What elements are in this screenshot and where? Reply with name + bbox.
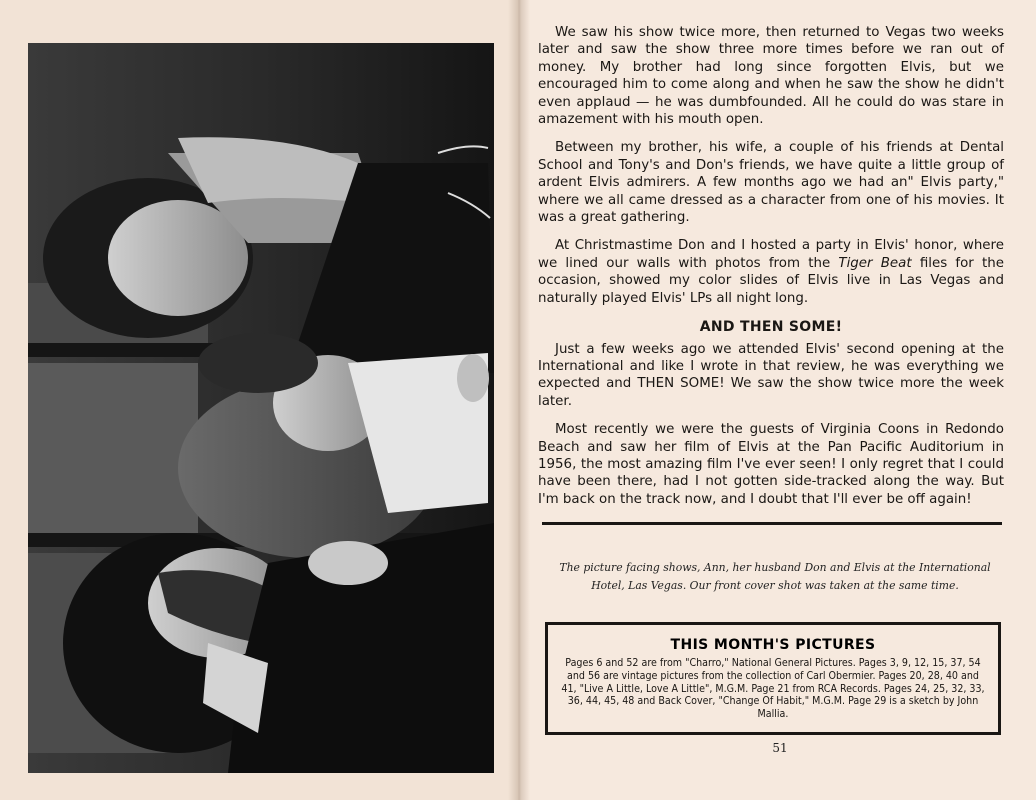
- page-number: 51: [772, 741, 788, 755]
- divider-rule: [542, 522, 1002, 525]
- photo-caption: The picture facing shows, Ann, her husband Don and Elvis at the International Hotel, Las Vegas. Our front cover shot was taken at the same time.: [559, 561, 991, 592]
- photo-ann-don-elvis: [28, 43, 494, 773]
- article-paragraph: We saw his show twice more, then returned to Vegas two weeks later and saw the show three more times before we ran out of money. My brother had long since forgotten Elvis, but we encouraged him to come along and when he saw the show he didn't even applaud — he was dumbfounded. All he could do was stare in amazement with his mouth open.: [538, 25, 1004, 128]
- magazine-title: Tiger Beat: [838, 255, 912, 271]
- book-spine: [508, 0, 530, 800]
- article-text-span: files for the occasion, showed my color slides of Elvis live in Las Vegas and naturally played Elvis' LPs all night long.: [538, 255, 1004, 306]
- article-text-span: At Christmastime Don and I hosted a party in Elvis' honor, where we lined our walls with photos from the: [538, 238, 1004, 271]
- article-paragraph: Most recently we were the guests of Virginia Coons in Redondo Beach and saw her film of Elvis at the Pan Pacific Auditorium in 1956, the most amazing film I've ever seen! I only regret that I could have been there, had I not gotten side-tracked along the way. But I'm back on the track now, and I doubt that I'll ever be off again!: [538, 422, 1004, 507]
- article-paragraph: [538, 237, 1004, 307]
- photo-illustration: [28, 43, 494, 773]
- pictures-box-title: THIS MONTH'S PICTURES: [670, 637, 876, 653]
- section-heading: AND THEN SOME!: [699, 319, 843, 336]
- article-paragraph: Between my brother, his wife, a couple of his friends at Dental School and Tony's and Don's friends, we have quite a little group of ardent Elvis admirers. A few months ago we had an" Elvis party," where we all came dressed as a character from one of his movies. It was a great gathering.: [538, 140, 1004, 226]
- pictures-credits-box: [545, 622, 1001, 735]
- pictures-box-body: Pages 6 and 52 are from "Charro," National General Pictures. Pages 3, 9, 12, 15, 37, 54 and 56 are vintage pictures from the collection of Carl Obermier. Pages 20, 28, 40 and 41, "Live A Little, Love A Little", M.G.M. Page 21 from RCA Records. Pages 24, 25, 32, 33, 36, 44, 45, 48 and Back Cover, "Change Of Habit," M.G.M. Page 29 is a sketch by John Mallia.: [561, 657, 985, 721]
- article-text: [538, 24, 1004, 519]
- article-paragraph: Just a few weeks ago we attended Elvis' second opening at the International and like I wrote in that review, he was everything we expected and THEN SOME! We saw the show twice more the week later.: [538, 341, 1004, 409]
